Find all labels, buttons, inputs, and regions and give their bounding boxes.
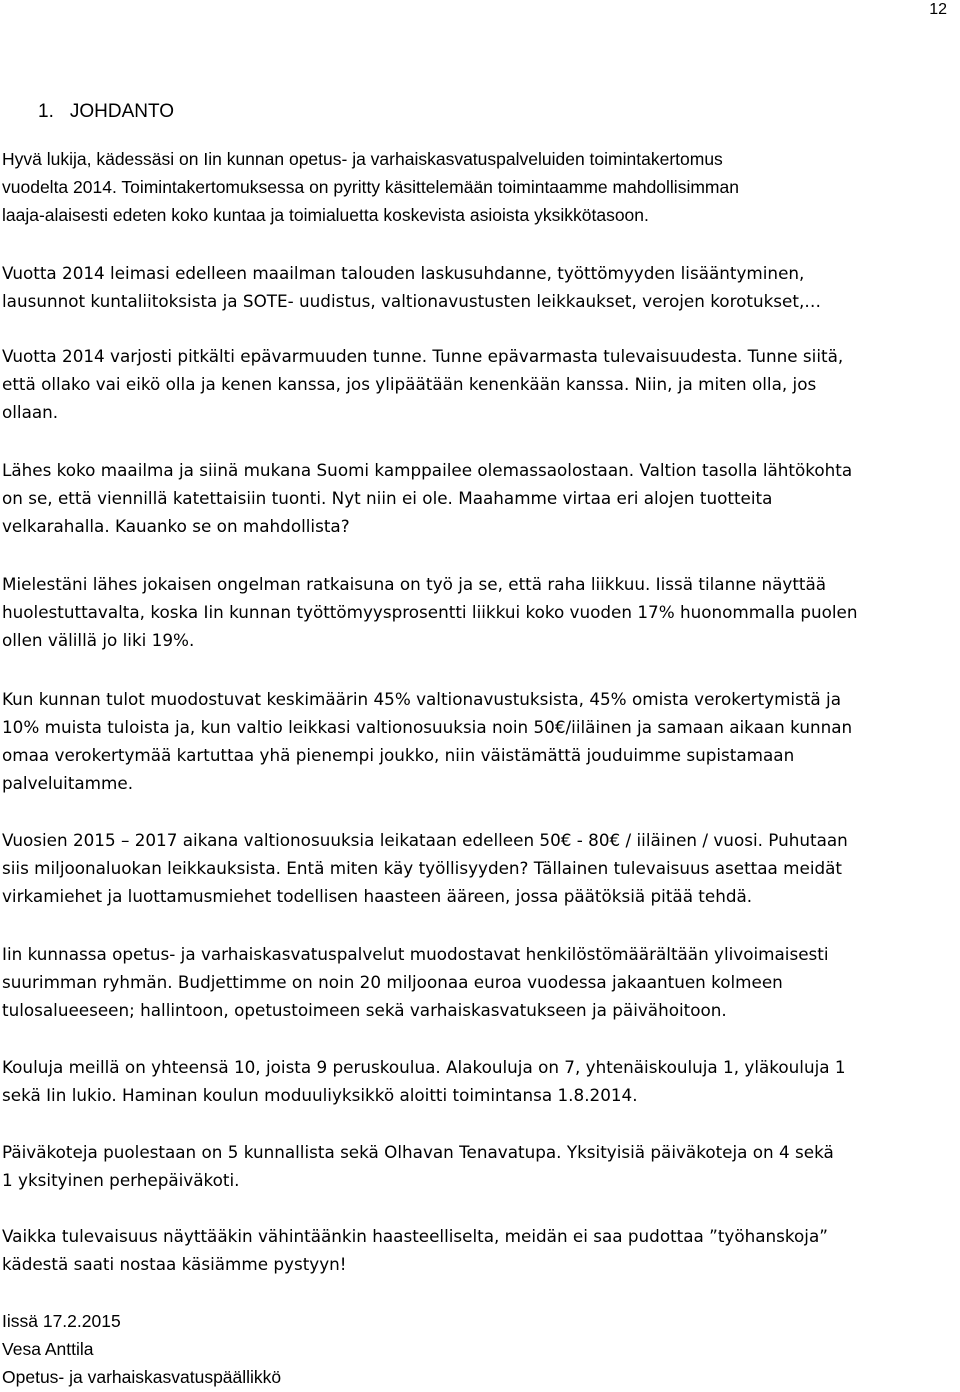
paragraph-line: vuodelta 2014. Toimintakertomuksessa on pyritty käsittelemään toimintaamme mahdollisimman — [2, 177, 739, 197]
intro-paragraph — [2, 145, 957, 229]
body-paragraph — [2, 456, 957, 540]
paragraph-line: huolestuttavalta, koska Iin kunnan työttömyysprosentti liikkui koko vuoden 17% huonommalla puolen — [2, 602, 858, 622]
paragraph-line: lausunnot kuntaliitoksista ja SOTE- uudistus, valtionavustusten leikkaukset, verojen korotukset,… — [2, 291, 822, 311]
paragraph-line: ollen välillä jo liki 19%. — [2, 630, 195, 650]
paragraph-line: Päiväkoteja puolestaan on 5 kunnallista sekä Olhavan Tenavatupa. Yksityisiä päiväkoteja on 4 sekä — [2, 1142, 834, 1162]
signature-place-date: Iissä 17.2.2015 — [2, 1311, 121, 1331]
paragraph-line: suurimman ryhmän. Budjettimme on noin 20 miljoonaa euroa vuodessa jakaantuen kolmeen — [2, 972, 783, 992]
body-paragraph — [2, 259, 957, 315]
paragraph-line: laaja-alaisesti edeten koko kuntaa ja toimialuetta koskevista asioista yksikkötasoon. — [2, 205, 649, 225]
section-number: 1. — [38, 101, 54, 122]
body-paragraph — [2, 342, 957, 426]
body-paragraph — [2, 570, 957, 654]
paragraph-line: Mielestäni lähes jokaisen ongelman ratkaisuna on työ ja se, että raha liikkuu. Iissä tilanne näyttää — [2, 574, 827, 594]
body-paragraph — [2, 826, 957, 910]
paragraph-line: 10% muista tuloista ja, kun valtio leikkasi valtionosuuksia noin 50€/iiläinen ja samaan aikaan kunnan — [2, 717, 853, 737]
paragraph-line: Vaikka tulevaisuus näyttääkin vähintäänkin haasteelliselta, meidän ei saa pudottaa ”työhanskoja” — [2, 1226, 828, 1246]
section-title: JOHDANTO — [69, 101, 175, 122]
body-paragraph — [2, 1053, 957, 1109]
paragraph-line: Vuosien 2015 – 2017 aikana valtionosuuksia leikataan edelleen 50€ - 80€ / iiläinen / vuosi. Puhutaan — [2, 830, 848, 850]
signature-title: Opetus- ja varhaiskasvatuspäällikkö — [2, 1367, 282, 1387]
body-paragraph — [2, 1138, 957, 1194]
signature-name: Vesa Anttila — [2, 1339, 94, 1359]
paragraph-line: Vuotta 2014 leimasi edelleen maailman talouden laskusuhdanne, työttömyyden lisääntyminen, — [2, 263, 805, 283]
paragraph-line: Kun kunnan tulot muodostuvat keskimäärin 45% valtionavustuksista, 45% omista verokertymistä ja — [2, 689, 841, 709]
paragraph-line: omaa verokertymää kartuttaa yhä pienempi joukko, niin väistämättä jouduimme supistamaan — [2, 745, 795, 765]
paragraph-line: että ollako vai eikö olla ja kenen kanssa, jos ylipäätään kenenkään kanssa. Niin, ja miten olla, jos — [2, 374, 817, 394]
signature-block — [2, 1307, 281, 1391]
paragraph-line: Kouluja meillä on yhteensä 10, joista 9 peruskoulua. Alakouluja on 7, yhtenäiskouluja 1, yläkouluja 1 — [2, 1057, 846, 1077]
paragraph-line: Vuotta 2014 varjosti pitkälti epävarmuuden tunne. Tunne epävarmasta tulevaisuudesta. Tunne siitä, — [2, 346, 844, 366]
paragraph-line: Lähes koko maailma ja siinä mukana Suomi kamppailee olemassaolostaan. Valtion tasolla lähtökohta — [2, 460, 853, 480]
paragraph-line: ollaan. — [2, 402, 59, 422]
body-paragraph — [2, 685, 957, 797]
paragraph-line: palveluitamme. — [2, 773, 134, 793]
paragraph-line: tulosalueeseen; hallintoon, opetustoimeen sekä varhaiskasvatukseen ja päivähoitoon. — [2, 1000, 727, 1020]
body-paragraph — [2, 1222, 957, 1278]
body-paragraph — [2, 940, 957, 1024]
paragraph-line: virkamiehet ja luottamusmiehet todellisen haasteen ääreen, jossa päätöksiä pitää tehdä. — [2, 886, 753, 906]
paragraph-line: on se, että viennillä katettaisiin tuonti. Nyt niin ei ole. Maahamme virtaa eri alojen tuotteita — [2, 488, 773, 508]
section-heading — [38, 100, 174, 124]
paragraph-line: kädestä saati nostaa käsiämme pystyyn! — [2, 1254, 347, 1274]
paragraph-line: velkarahalla. Kauanko se on mahdollista? — [2, 516, 350, 536]
paragraph-line: sekä Iin lukio. Haminan koulun moduuliyksikkö aloitti toimintansa 1.8.2014. — [2, 1085, 638, 1105]
paragraph-line: Iin kunnassa opetus- ja varhaiskasvatuspalvelut muodostavat henkilöstömäärältään ylivoimaisesti — [2, 944, 829, 964]
paragraph-line: siis miljoonaluokan leikkauksista. Entä miten käy työllisyyden? Tällainen tulevaisuus asettaa meidät — [2, 858, 843, 878]
page-number: 12 — [929, 1, 947, 18]
paragraph-line: 1 yksityinen perhepäiväkoti. — [2, 1170, 240, 1190]
paragraph-line: Hyvä lukija, kädessäsi on Iin kunnan opetus- ja varhaiskasvatuspalveluiden toimintakertomus — [2, 149, 723, 169]
